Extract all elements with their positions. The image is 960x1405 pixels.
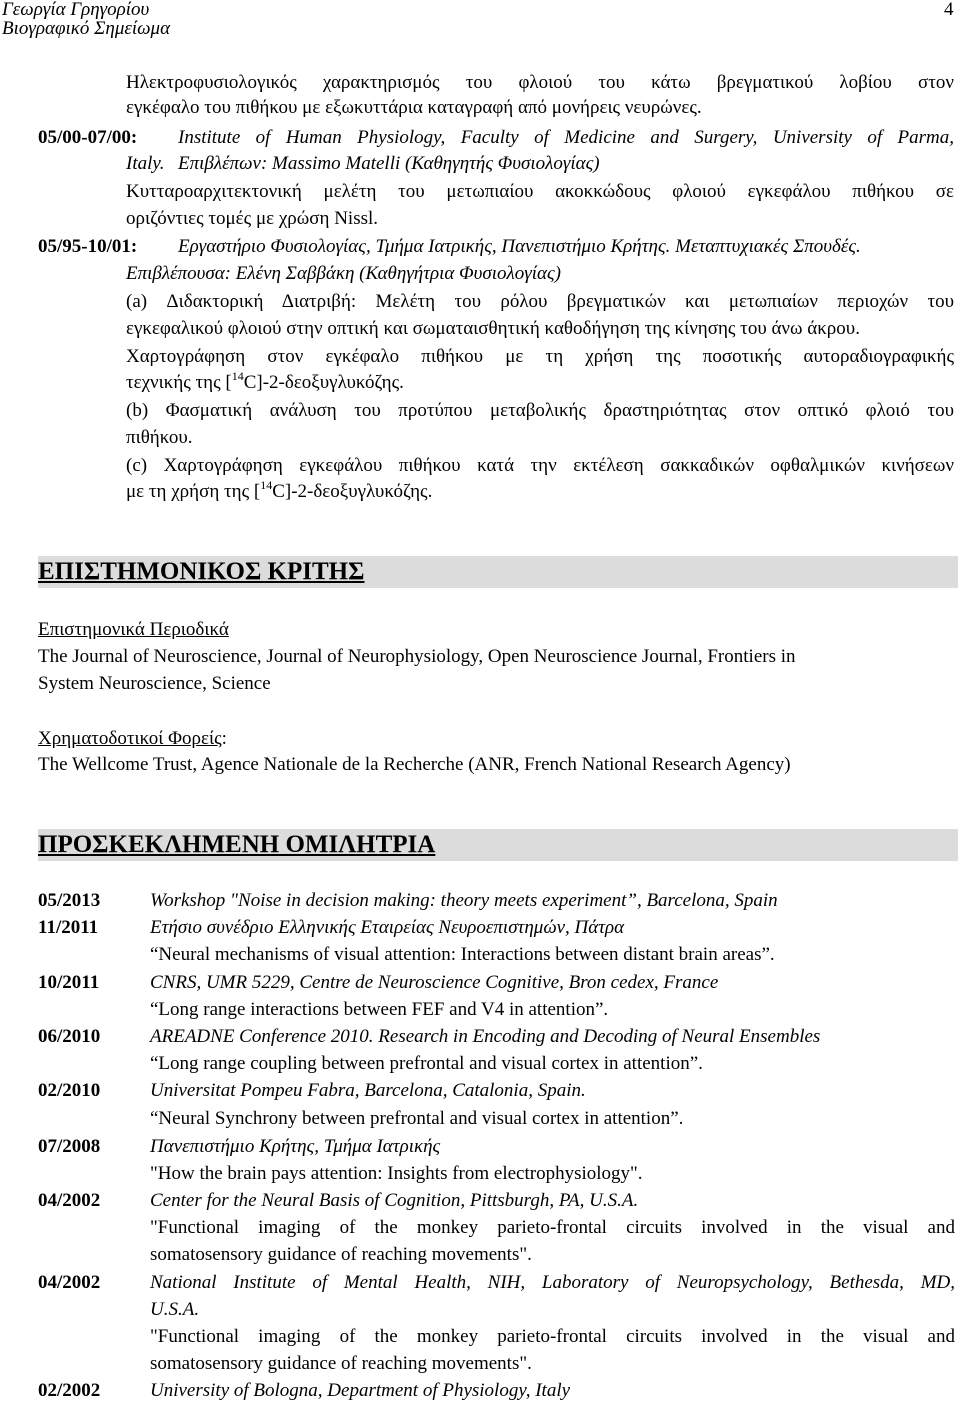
talk-title: “Long range coupling between prefrontal and visual cortex in attention”.: [150, 1053, 703, 1074]
entry-institution: Institute of Human Physiology, Faculty of Medicine and Surgery, University of Parma,: [178, 127, 954, 148]
talk-date: 10/2011: [38, 972, 100, 993]
entry-institution: Εργαστήριο Φυσιολογίας, Τμήμα Ιατρικής, Πανεπιστήμιο Κρήτης. Μεταπτυχιακές Σπουδές.: [178, 236, 861, 257]
talk-title: "Functional imaging of the monkey parieto-frontal circuits involved in the visual and: [150, 1217, 955, 1238]
thesis-text-line: πιθήκου.: [126, 427, 193, 448]
talk-date: 02/2002: [38, 1380, 101, 1401]
thesis-text-line: (b) Φασματική ανάλυση του προτύπου μεταβολικής δραστηριότητας στον οπτικό φλοιό του: [126, 400, 954, 421]
talk-title: "How the brain pays attention: Insights from electrophysiology".: [150, 1163, 643, 1184]
talk-title: “Neural Synchrony between prefrontal and visual cortex in attention”.: [150, 1108, 684, 1129]
talk-venue: CNRS, UMR 5229, Centre de Neuroscience Cognitive, Bron cedex, France: [150, 972, 719, 993]
talk-venue: University of Bologna, Department of Physiology, Italy: [150, 1380, 571, 1401]
talk-title: somatosensory guidance of reaching movements".: [150, 1353, 532, 1374]
talk-venue: Universitat Pompeu Fabra, Barcelona, Catalonia, Spain.: [150, 1080, 586, 1101]
entry-description: οριζόντιες τομές με χρώση Nissl.: [126, 208, 379, 229]
thesis-text-part: με τη χρήση της [: [126, 481, 261, 502]
funders-label: Χρηματοδοτικοί Φορείς: [38, 728, 222, 749]
research-text-line: Ηλεκτροφυσιολογικός χαρακτηρισμός του φλοιού του κάτω βρεγματικού λοβίου στον: [126, 72, 954, 93]
page-number: 4: [944, 0, 954, 20]
entry-institution: Italy.: [126, 153, 165, 174]
isotope-superscript: 14: [260, 478, 273, 492]
talk-title: “Long range interactions between FEF and V4 in attention”.: [150, 999, 609, 1020]
funders-list: The Wellcome Trust, Agence Nationale de la Recherche (ANR, French National Research Agency): [38, 754, 791, 775]
thesis-text-part: C]-2-δεοξυγλυκόζης.: [272, 481, 433, 502]
talk-date: 02/2010: [38, 1080, 101, 1101]
thesis-text-line: (a) Διδακτορική Διατριβή: Μελέτη του ρόλου βρεγματικών και μετωπιαίων περιοχών του: [126, 291, 954, 312]
talk-date: 04/2002: [38, 1190, 101, 1211]
talk-date: 07/2008: [38, 1136, 101, 1157]
entry-date: 05/95-10/01:: [38, 236, 138, 257]
thesis-text-line: (c) Χαρτογράφηση εγκεφάλου πιθήκου κατά την εκτέλεση σακκαδικών οφθαλμικών κινήσεων: [126, 455, 954, 476]
entry-description: Κυτταροαρχιτεκτονική μελέτη του μετωπιαίου ακοκκώδους φλοιού εγκεφάλου πιθήκου σε: [126, 181, 954, 202]
talk-title: "Functional imaging of the monkey parieto-frontal circuits involved in the visual and: [150, 1326, 955, 1347]
header-doc-title: Βιογραφικό Σημείωμα: [2, 18, 171, 39]
section-heading-talks: [38, 829, 958, 861]
journals-list: System Neuroscience, Science: [38, 673, 271, 694]
section-heading-text: ΕΠΙΣΤΗΜΟΝΙΚΟΣ ΚΡΙΤΗΣ: [38, 558, 365, 585]
talk-venue: Πανεπιστήμιο Κρήτης, Τμήμα Ιατρικής: [150, 1136, 441, 1157]
funders-label-line: [38, 727, 227, 751]
thesis-text-line: [126, 480, 954, 504]
entry-supervisor: Επιβλέπων: Massimo Matelli (Καθηγητής Φυσιολογίας): [178, 153, 600, 174]
talk-venue: Workshop "Noise in decision making: theory meets experiment”, Barcelona, Spain: [150, 890, 778, 911]
talk-venue: Center for the Neural Basis of Cognition, Pittsburgh, PA, U.S.A.: [150, 1190, 639, 1211]
thesis-text-line: εγκεφαλικού φλοιού στην οπτική και σωματαισθητική καθοδήγηση της κίνησης του άνω άκρου.: [126, 318, 860, 339]
research-text-line: εγκέφαλο του πιθήκου με εξωκυττάρια καταγραφή από μονήρεις νευρώνες.: [126, 97, 702, 118]
isotope-superscript: 14: [231, 369, 244, 383]
thesis-text-part: τεχνικής της [: [126, 372, 232, 393]
talk-title: somatosensory guidance of reaching movements".: [150, 1244, 532, 1265]
talk-date: 05/2013: [38, 890, 101, 911]
talk-venue: AREADNE Conference 2010. Research in Encoding and Decoding of Neural Ensembles: [150, 1026, 821, 1047]
funders-colon: :: [221, 728, 227, 749]
thesis-text-line: [126, 371, 954, 395]
talk-venue: U.S.A.: [150, 1299, 200, 1320]
talk-venue: Ετήσιο συνέδριο Ελληνικής Εταιρείας Νευροεπιστημών, Πάτρα: [150, 917, 625, 938]
talk-date: 04/2002: [38, 1272, 101, 1293]
talk-title: “Neural mechanisms of visual attention: Interactions between distant brain areas”.: [150, 944, 775, 965]
header-author: Γεωργία Γρηγορίου: [2, 0, 150, 20]
section-heading-text: ΠΡΟΣΚΕΚΛΗΜΕΝΗ ΟΜΙΛΗΤΡΙΑ: [38, 831, 436, 858]
thesis-text-part: C]-2-δεοξυγλυκόζης.: [243, 372, 404, 393]
entry-date: 05/00-07/00:: [38, 127, 138, 148]
talk-venue: National Institute of Mental Health, NIH, Laboratory of Neuropsychology, Bethesda, MD,: [150, 1272, 955, 1293]
journals-list: The Journal of Neuroscience, Journal of Neurophysiology, Open Neuroscience Journal, Frontiers in: [38, 646, 796, 667]
journals-label: Επιστημονικά Περιοδικά: [38, 619, 229, 640]
talk-date: 11/2011: [38, 917, 99, 938]
section-heading-reviewer: [38, 556, 958, 588]
talk-date: 06/2010: [38, 1026, 101, 1047]
entry-supervisor: Επιβλέπουσα: Ελένη Σαββάκη (Καθηγήτρια Φυσιολογίας): [126, 263, 561, 284]
thesis-text-line: Χαρτογράφηση στον εγκέφαλο πιθήκου με τη χρήση της ποσοτικής αυτοραδιογραφικής: [126, 346, 954, 367]
